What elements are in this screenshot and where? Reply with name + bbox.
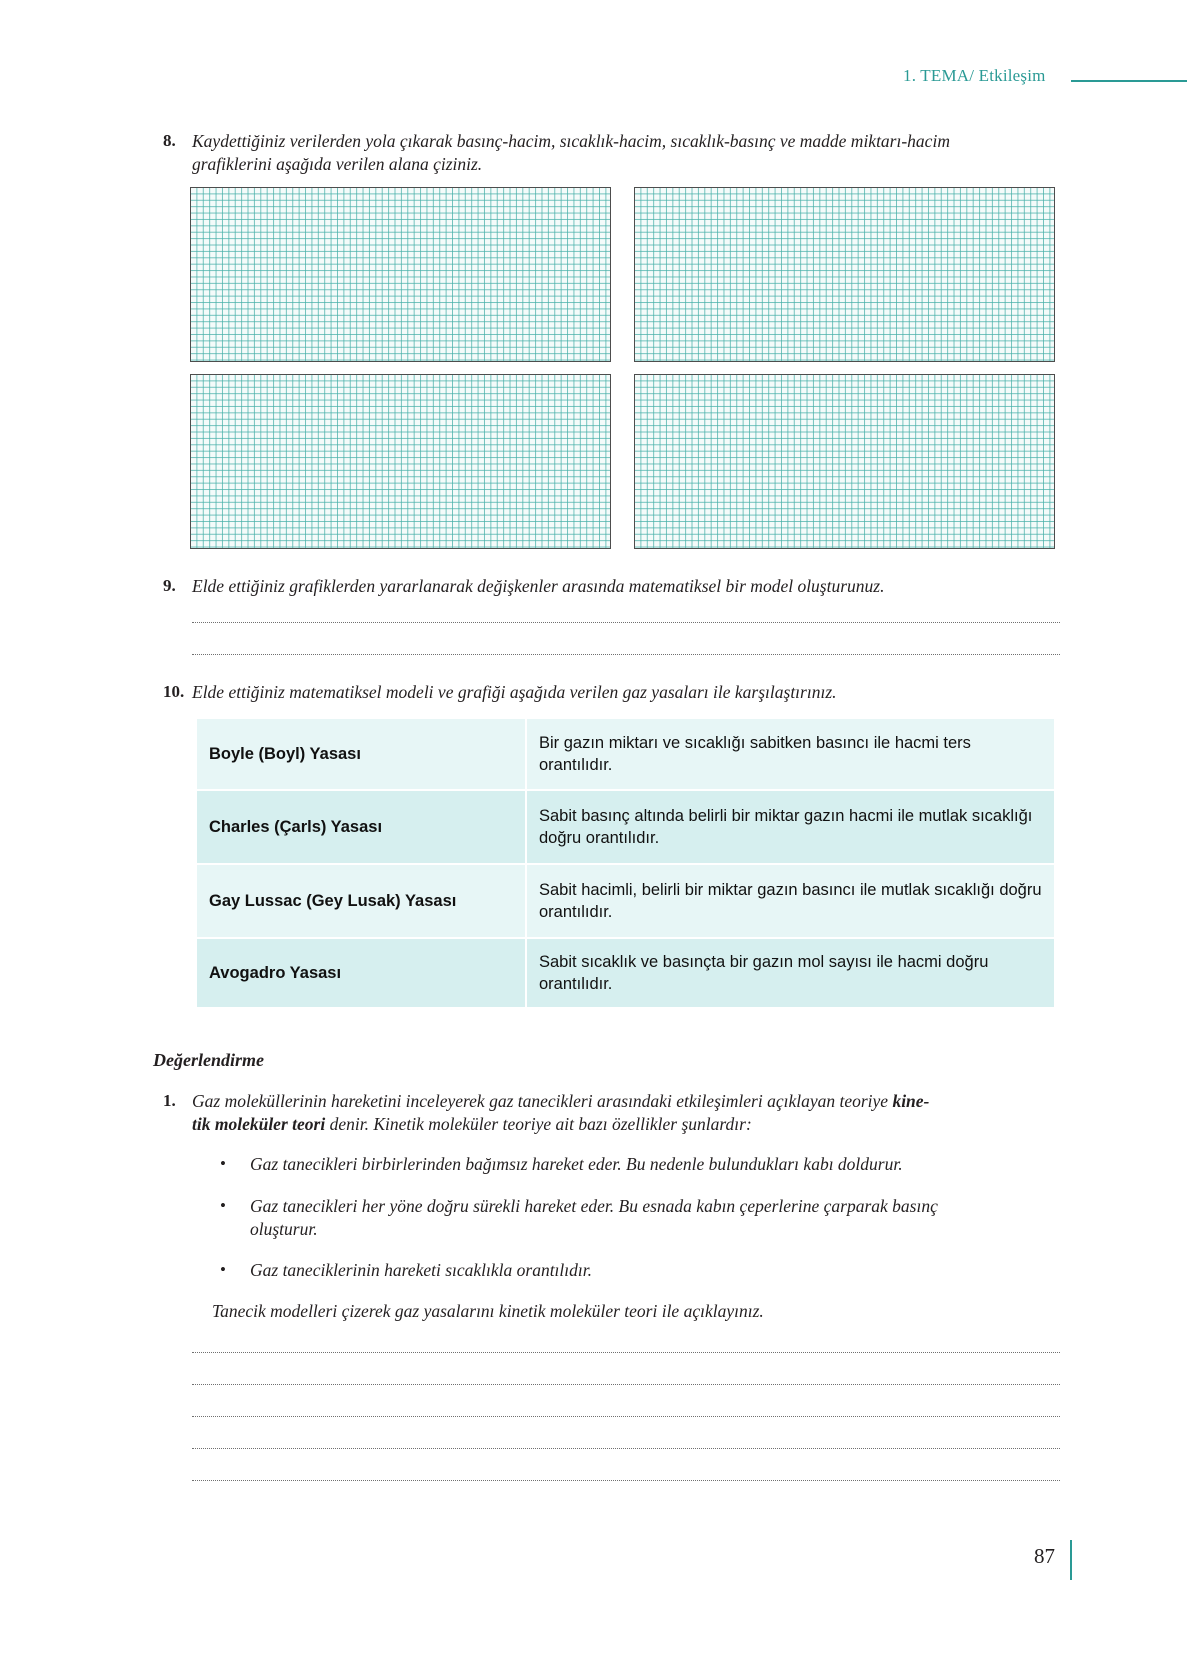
- graph-grid-top-left: [190, 187, 611, 362]
- law-name: Charles (Çarls) Yasası: [196, 790, 526, 864]
- answer-line: [192, 1480, 1060, 1481]
- gas-laws-table: [195, 717, 1056, 1009]
- eval-q1-text: Gaz moleküllerinin hareketini inceleyerek gaz tanecikleri arasındaki etkileşimleri açıklayan teoriye: [192, 1091, 889, 1111]
- bullet-icon: •: [220, 1154, 226, 1173]
- table-row: [196, 718, 1055, 790]
- law-name: Gay Lussac (Gey Lusak) Yasası: [196, 864, 526, 938]
- answer-line: [192, 1448, 1060, 1449]
- bullet-text: oluşturur.: [250, 1219, 318, 1239]
- law-description: Bir gazın miktarı ve sıcaklığı sabitken basıncı ile hacmi ters orantılıdır.: [526, 718, 1055, 790]
- graph-grid-bottom-right: [634, 374, 1055, 549]
- law-description: Sabit hacimli, belirli bir miktar gazın basıncı ile mutlak sıcaklığı doğru orantılıdır.: [526, 864, 1055, 938]
- law-name: Boyle (Boyl) Yasası: [196, 718, 526, 790]
- q8-number: 8.: [163, 131, 176, 150]
- law-description: Sabit sıcaklık ve basınçta bir gazın mol sayısı ile hacmi doğru orantılıdır.: [526, 938, 1055, 1008]
- answer-line: [192, 1416, 1060, 1417]
- q9-number: 9.: [163, 576, 176, 595]
- eval-q1-line1: [192, 1090, 929, 1113]
- page-number: 87: [1034, 1544, 1055, 1568]
- page-number-rule: [1070, 1540, 1072, 1580]
- q10-text: Elde ettiğiniz matematiksel modeli ve grafiği aşağıda verilen gaz yasaları ile karşılaştırınız.: [192, 682, 837, 702]
- bullet-text: Gaz taneciklerinin hareketi sıcaklıkla orantılıdır.: [250, 1260, 593, 1280]
- table-row: [196, 790, 1055, 864]
- table-row: [196, 938, 1055, 1008]
- evaluation-heading: Değerlendirme: [153, 1050, 264, 1070]
- table-row: [196, 864, 1055, 938]
- bullet-text: Gaz tanecikleri her yöne doğru sürekli hareket eder. Bu esnada kabın çeperlerine çarparak basınç: [250, 1196, 938, 1216]
- bullet-text: Gaz tanecikleri birbirlerinden bağımsız hareket eder. Bu nedenle bulundukları kabı doldurur.: [250, 1154, 903, 1174]
- eval-q1-text: denir. Kinetik moleküler teoriye ait bazı özellikler şunlardır:: [329, 1114, 752, 1134]
- answer-line: [192, 654, 1060, 655]
- law-name: Avogadro Yasası: [196, 938, 526, 1008]
- q8-line2: grafiklerini aşağıda verilen alana çiziniz.: [192, 154, 483, 174]
- eval-q1-term: tik moleküler teori: [192, 1114, 326, 1134]
- header-title: 1. TEMA/ Etkileşim: [903, 66, 1046, 85]
- bullet-icon: •: [220, 1260, 226, 1279]
- eval-instruction: Tanecik modelleri çizerek gaz yasalarını kinetik moleküler teori ile açıklayınız.: [212, 1301, 764, 1321]
- graph-grid-bottom-left: [190, 374, 611, 549]
- eval-q1-line2: [192, 1113, 752, 1136]
- eval-q1-term: kine-: [892, 1091, 930, 1111]
- answer-line: [192, 1352, 1060, 1353]
- bullet-icon: •: [220, 1196, 226, 1215]
- graph-grid-top-right: [634, 187, 1055, 362]
- answer-line: [192, 1384, 1060, 1385]
- q10-number: 10.: [163, 682, 185, 701]
- header-rule: [1071, 80, 1187, 82]
- q9-text: Elde ettiğiniz grafiklerden yararlanarak değişkenler arasında matematiksel bir model oluşturunuz.: [192, 576, 885, 596]
- answer-line: [192, 622, 1060, 623]
- q8-line1: Kaydettiğiniz verilerden yola çıkarak basınç-hacim, sıcaklık-hacim, sıcaklık-basınç ve madde miktarı-hacim: [192, 131, 950, 151]
- eval-q1-number: 1.: [163, 1091, 176, 1110]
- law-description: Sabit basınç altında belirli bir miktar gazın hacmi ile mutlak sıcaklığı doğru orantılıdır.: [526, 790, 1055, 864]
